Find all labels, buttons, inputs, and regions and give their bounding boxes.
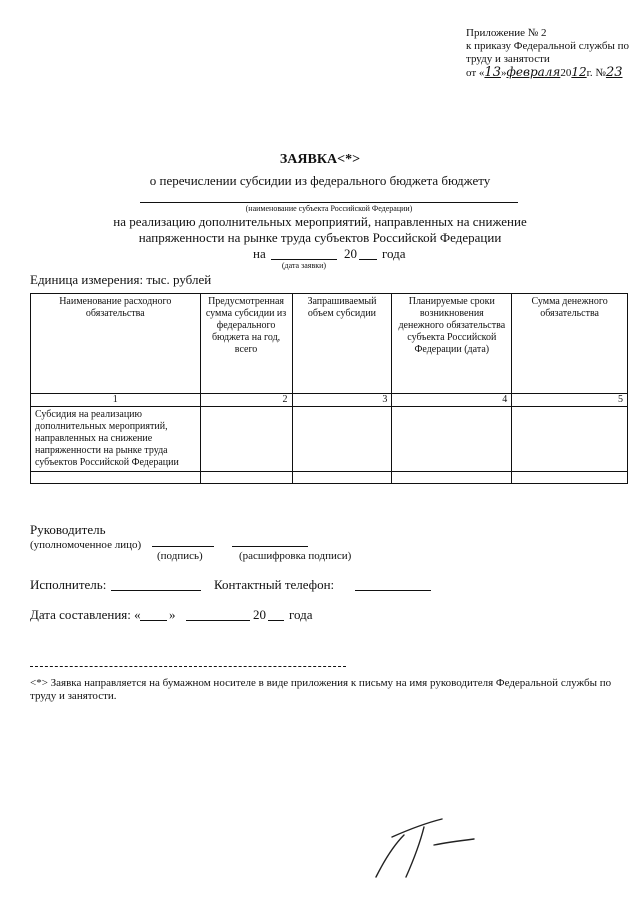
footnote-separator xyxy=(30,666,346,667)
executor-label: Исполнитель: xyxy=(30,577,107,592)
header-planned-sum: Предусмотренная сумма субсидии из федерального бюджета на год, всего xyxy=(200,294,292,394)
date-year-blank xyxy=(359,259,377,260)
date-blank xyxy=(271,259,337,260)
appendix-date-line xyxy=(466,66,636,80)
compiled-twenty: 20 xyxy=(253,607,266,622)
appendix-from: от « xyxy=(466,67,485,79)
subsidy-table xyxy=(30,293,628,484)
table-number-row xyxy=(31,394,628,407)
appendix-day: 13 xyxy=(484,65,501,80)
appendix-line-3: труду и занятости xyxy=(466,53,550,65)
empty-cell-1 xyxy=(31,472,201,484)
appendix-year-prefix: 20 xyxy=(560,67,572,79)
empty-cell-2 xyxy=(200,472,292,484)
row-cell-5 xyxy=(512,407,628,472)
executor-line xyxy=(111,590,201,591)
purpose-line-1: на реализацию дополнительных мероприятий, направленных на снижение xyxy=(113,214,527,229)
appendix-year-suffix: г. № xyxy=(586,67,606,79)
appendix-day-close: » xyxy=(500,67,507,79)
footnote-text: <*> Заявка направляется на бумажном носителе в виде приложения к письму на имя руководителя Федеральной службы по труду и занятости. xyxy=(30,677,612,702)
appendix-year: 12 xyxy=(571,65,587,79)
compiled-month-line xyxy=(186,620,250,621)
table-empty-row xyxy=(31,472,628,484)
phone-label: Контактный телефон: xyxy=(214,577,335,592)
col-number-5: 5 xyxy=(512,394,628,407)
authorized-label: (уполномоченное лицо) xyxy=(30,539,142,551)
decode-hint: (расшифровка подписи) xyxy=(239,550,352,562)
empty-cell-4 xyxy=(392,472,512,484)
date-na: на xyxy=(253,246,266,261)
row-cell-3 xyxy=(292,407,392,472)
table-header-row xyxy=(31,294,628,394)
appendix-number: 23 xyxy=(605,65,623,80)
subject-name-line xyxy=(140,202,518,203)
document-title: ЗАЯВКА<*> xyxy=(279,152,361,167)
row-subsidy-name: Субсидия на реализацию дополнительных мероприятий, направленных на снижение напряженности на рынке труда субъектов Российской Федерации xyxy=(31,407,201,472)
appendix-block xyxy=(466,27,636,80)
table-row xyxy=(31,407,628,472)
empty-cell-5 xyxy=(512,472,628,484)
document-subtitle: о перечислении субсидии из федерального бюджета бюджету xyxy=(149,173,491,188)
col-number-3: 3 xyxy=(292,394,392,407)
appendix-line-1: Приложение № 2 xyxy=(466,27,547,39)
row-cell-4 xyxy=(392,407,512,472)
appendix-line-2: к приказу Федеральной службы по xyxy=(466,40,630,52)
unit-label: Единица измерения: тыс. рублей xyxy=(30,272,212,287)
header-planned-dates: Планируемые сроки возникновения денежного обязательства субъекта Российской Федерации (дата) xyxy=(392,294,512,394)
date-hint: (дата заявки) xyxy=(281,261,327,270)
subject-name-hint: (наименование субъекта Российской Федерации) xyxy=(245,204,413,213)
purpose-line-2: напряженности на рынке труда субъектов Российской Федерации xyxy=(138,230,502,245)
compiled-year-line xyxy=(268,620,284,621)
row-cell-2 xyxy=(200,407,292,472)
col-number-4: 4 xyxy=(392,394,512,407)
header-obligation-name: Наименование расходного обязательства xyxy=(31,294,201,394)
col-number-2: 2 xyxy=(200,394,292,407)
header-requested-volume: Запрашиваемый объем субсидии xyxy=(292,294,392,394)
col-number-1: 1 xyxy=(31,394,201,407)
decode-line xyxy=(232,546,308,547)
compiled-close: » xyxy=(169,607,176,622)
compiled-label: Дата составления: « xyxy=(30,607,141,622)
appendix-month: февраля xyxy=(506,65,561,79)
compiled-year-word: года xyxy=(289,607,313,622)
date-twenty: 20 xyxy=(344,246,357,261)
header-obligation-sum: Сумма денежного обязательства xyxy=(512,294,628,394)
handwritten-signature xyxy=(370,805,480,885)
compiled-day-line xyxy=(140,620,167,621)
head-label: Руководитель xyxy=(30,522,106,537)
sign-hint: (подпись) xyxy=(157,550,203,562)
sign-line xyxy=(152,546,214,547)
date-year-word: года xyxy=(382,246,406,261)
empty-cell-3 xyxy=(292,472,392,484)
phone-line xyxy=(355,590,431,591)
